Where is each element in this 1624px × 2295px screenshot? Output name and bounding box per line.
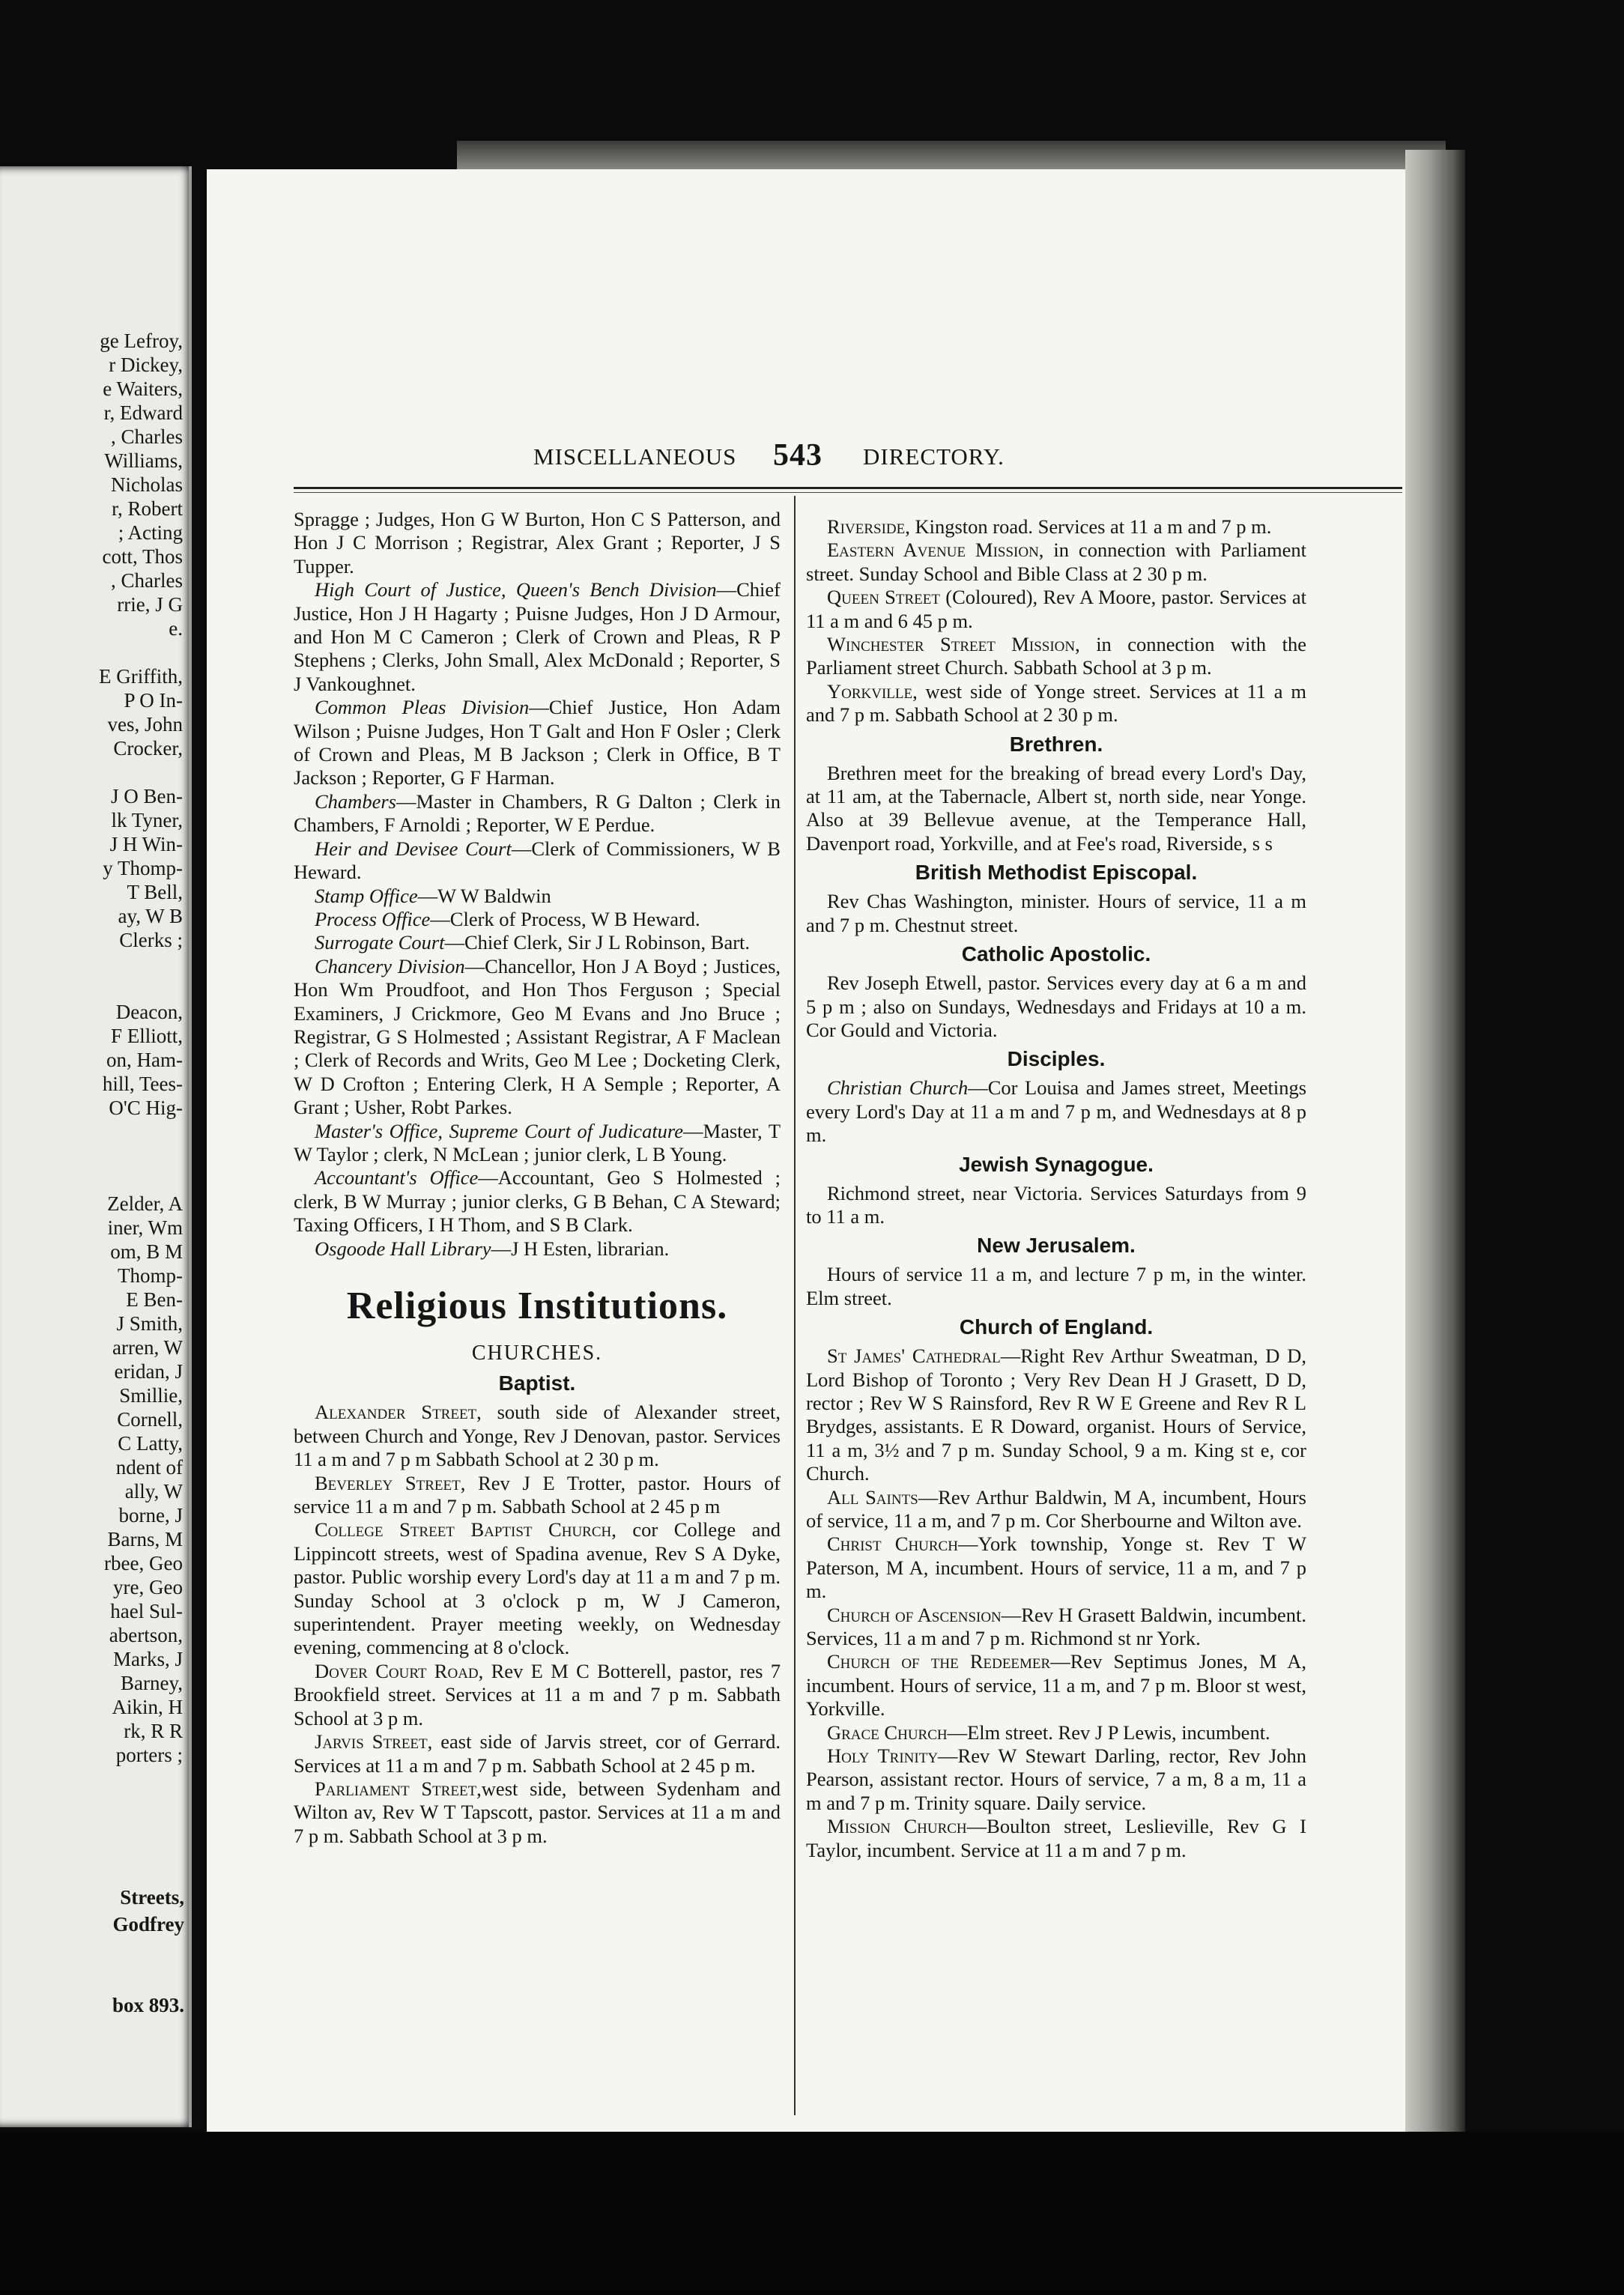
court-details: —Chief Clerk, Sir J L Robinson, Bart. <box>444 931 751 954</box>
church-entry <box>806 539 1306 586</box>
court-name: Process Office <box>315 907 431 930</box>
church-entry <box>806 1182 1306 1229</box>
church-details: —Right Rev Arthur Sweatman, D D, Lord Bishop of Toronto ; Very Rev Dean H J Grasett, D D, rector ; Rev W S Rainsford, Rev R W E Greene and Rev R L Brydges, assistants. E R Doward, organist. Hours of Service, 11 a m, 3½ and 7 p m. Sunday School, 9 a m. King st e, cor Church. <box>806 1344 1306 1485</box>
facing-page-line: r, Edward <box>103 401 183 424</box>
facing-page-line: e. <box>169 617 183 640</box>
court-details: —Accountant, Geo S Holmested ; clerk, B W Murray ; junior clerks, G B Behan, C A Steward; Taxing Officers, I H Thom, and S B Clark. <box>294 1166 781 1237</box>
header-left: MISCELLANEOUS <box>533 443 737 470</box>
facing-page-line: ndent of <box>115 1456 183 1479</box>
church-details: (Coloured), Rev A Moore, pastor. Services at 11 a m and 6 45 p m. <box>806 586 1306 632</box>
church-entry <box>806 1076 1306 1147</box>
church-details: east side of Jarvis street, cor of Gerrard. Services at 11 a m and 7 p m. Sabbath School at 2 45 p m. <box>294 1730 781 1777</box>
church-details: Kingston road. Services at 11 a m and 7 p m. <box>909 515 1272 538</box>
section-title: Religious Institutions. <box>346 1285 728 1327</box>
facing-page-line: J Smith, <box>116 1312 183 1335</box>
facing-page-line: eridan, J <box>114 1360 183 1383</box>
facing-page-line: iner, Wm <box>107 1216 183 1239</box>
header-rule <box>294 487 1402 489</box>
facing-page-line: P O In- <box>124 689 183 712</box>
church-entry <box>294 1777 781 1848</box>
church-name: Jarvis Street, <box>315 1730 433 1753</box>
church-entry <box>806 1486 1306 1533</box>
court-entry <box>294 885 781 908</box>
church-entry <box>294 1518 781 1659</box>
facing-page-line: cott, Thos <box>102 545 183 568</box>
church-details: —Rev H Grasett Baldwin, incumbent. Services, 11 a m and 7 p m. Richmond st nr York. <box>806 1603 1306 1650</box>
church-entry <box>294 1472 781 1519</box>
church-name: Dover Court Road, <box>315 1659 484 1682</box>
court-entry <box>294 508 781 578</box>
facing-page-line: yre, Geo <box>113 1576 183 1598</box>
facing-page-line: om, B M <box>110 1240 183 1263</box>
denomination-heading: Church of England. <box>959 1315 1154 1339</box>
church-details: —Rev Septimus Jones, M A, incumbent. Hours of service, 11 a m, and 7 p m. Bloor st west, Yorkville. <box>806 1650 1306 1721</box>
church-details: —Rev W Stewart Darling, rector, Rev John Pearson, assistant rector. Hours of service, 7 a m, 8 a m, 11 a m and 7 p m. Trinity square. Daily service. <box>806 1744 1306 1814</box>
church-entry <box>806 1532 1306 1603</box>
church-entry <box>806 586 1306 633</box>
court-details: —W W Baldwin <box>417 884 551 907</box>
church-details: cor College and Lippincott streets, west of Spadina avenue, Rev S A Dyke, pastor. Public worship every Lord's day at 11 a m and 7 p m. Sunday School at 3 o'clock p m, W J Cameron, superintendent. Prayer meeting weekly, on Wednesday evening, commencing at 8 o'clock. <box>294 1518 781 1659</box>
facing-page-line: J H Win- <box>109 833 183 855</box>
facing-page-line: e Waiters, <box>103 378 183 400</box>
church-entry <box>806 1744 1306 1815</box>
church-name: Eastern Avenue Mission, <box>827 539 1044 562</box>
facing-page-tail-line: box 893. <box>112 1994 184 2016</box>
church-details: —Elm street. Rev J P Lewis, incumbent. <box>947 1721 1270 1744</box>
facing-page-line: J O Ben- <box>111 785 183 807</box>
facing-page-tail-line: Godfrey <box>112 1913 184 1935</box>
facing-page-line: Nicholas <box>111 473 183 496</box>
denomination-heading: Brethren. <box>1009 732 1103 756</box>
facing-page-line: rbee, Geo <box>104 1552 183 1574</box>
denomination-heading: Catholic Apostolic. <box>961 942 1151 966</box>
facing-page-line: r Dickey, <box>109 354 183 376</box>
church-details: —Cor Louisa and James street, Meetings every Lord's Day at 11 a m and 7 p m, and Wednesdays at 8 p m. <box>806 1076 1307 1147</box>
church-details: Richmond street, near Victoria. Services Saturdays from 9 to 11 a m. <box>806 1181 1306 1228</box>
court-name: Chancery Division <box>315 954 465 977</box>
facing-page-line: ; Acting <box>118 521 183 544</box>
church-name: St James' Cathedral <box>827 1344 1001 1368</box>
facing-page-line: Smillie, <box>119 1384 183 1407</box>
page-number: 543 <box>773 438 822 473</box>
facing-page-line: porters ; <box>115 1744 183 1766</box>
court-entry <box>294 1120 781 1167</box>
right-column <box>806 515 1306 1862</box>
church-entry <box>806 515 1306 539</box>
court-details: —J H Esten, librarian. <box>491 1237 670 1260</box>
facing-page-line: O'C Hig- <box>109 1097 183 1119</box>
facing-page-line: ally, W <box>124 1480 183 1503</box>
church-entry <box>806 1815 1306 1862</box>
court-entry <box>294 908 781 931</box>
court-entry <box>294 1237 781 1261</box>
facing-page-line: E Ben- <box>126 1288 183 1311</box>
church-name: Winchester Street Mission, <box>827 633 1080 656</box>
court-entry <box>294 696 781 790</box>
church-entry <box>806 1650 1306 1721</box>
court-details: —Master in Chambers, R G Dalton ; Clerk in Chambers, F Arnoldi ; Reporter, W E Perdue. <box>294 789 781 837</box>
column-divider <box>794 496 796 2115</box>
facing-page-line: Barns, M <box>107 1528 183 1550</box>
church-entry <box>806 633 1306 680</box>
facing-page-line: ves, John <box>107 713 183 736</box>
denomination-heading: Baptist. <box>498 1371 576 1395</box>
facing-page-line: ge Lefroy, <box>100 330 183 352</box>
facing-page-line: rk, R R <box>124 1720 183 1742</box>
facing-page-line: F Elliott, <box>110 1025 183 1047</box>
church-details: —York township, Yonge st. Rev T W Paterson, M A, incumbent. Hours of service, 11 a m, and 7 p m. <box>806 1532 1306 1603</box>
court-name: Common Pleas Division <box>315 696 530 719</box>
facing-page-line: Deacon, <box>115 1001 183 1023</box>
facing-page-line: Thomp- <box>118 1264 183 1287</box>
facing-page-line: Clerks ; <box>119 929 183 951</box>
facing-page-fragment <box>0 166 192 2127</box>
denomination-heading: British Methodist Episcopal. <box>915 861 1198 885</box>
facing-page-line: rrie, J G <box>117 593 183 616</box>
church-name: Church of the Redeemer <box>827 1650 1051 1673</box>
church-name: Beverley Street, <box>315 1471 466 1494</box>
facing-page-line: Aikin, H <box>112 1696 183 1718</box>
court-entry <box>294 790 781 837</box>
facing-page-line: Zelder, A <box>107 1192 183 1215</box>
court-name: Surrogate Court <box>315 931 445 954</box>
church-entry <box>806 890 1306 937</box>
church-details: Hours of service 11 a m, and lecture 7 p m, in the winter. Elm street. <box>806 1263 1306 1309</box>
facing-page-line: ay, W B <box>118 905 183 927</box>
church-name: Alexander Street, <box>315 1401 482 1424</box>
church-entry <box>294 1730 781 1777</box>
court-name: Master's Office, Supreme Court of Judicature <box>315 1119 684 1142</box>
court-details: Spragge ; Judges, Hon G W Burton, Hon C S Patterson, and Hon J C Morrison ; Registrar, Alex Grant ; Reporter, J S Tupper. <box>294 508 781 577</box>
church-entry <box>806 1263 1306 1310</box>
facing-page-line: Crocker, <box>113 737 183 760</box>
facing-page-line: hill, Tees- <box>102 1073 183 1095</box>
subsection-title: CHURCHES. <box>471 1341 603 1365</box>
left-column <box>294 508 781 1848</box>
church-name: Christ Church <box>827 1532 958 1556</box>
church-name: Mission Church <box>827 1815 967 1838</box>
facing-page-line: Barney, <box>121 1672 183 1694</box>
court-details: —Chief Justice, Hon Adam Wilson ; Puisne Judges, Hon T Galt and Hon F Osler ; Clerk of Crown and Pleas, M B Jackson ; Clerk in Office, B T Jackson ; Reporter, G F Harman. <box>294 696 781 789</box>
church-details: in connection with the Parliament street Church. Sabbath School at 3 p m. <box>806 633 1306 679</box>
book-top-edge <box>457 141 1446 171</box>
church-details: Rev J E Trotter, pastor. Hours of service 11 a m and 7 p m. Sabbath School at 2 45 p m <box>294 1471 781 1518</box>
church-details: —Rev Arthur Baldwin, M A, incumbent, Hours of service, 11 a m, and 7 p m. Cor Sherbourne and Wilton ave. <box>806 1485 1306 1532</box>
facing-page-line: , Charles <box>111 569 183 592</box>
denomination-heading: Jewish Synagogue. <box>959 1152 1154 1176</box>
church-name: Holy Trinity <box>827 1744 939 1768</box>
facing-page-line: Williams, <box>104 449 183 472</box>
facing-page-line: r, Robert <box>112 497 183 520</box>
scan-background <box>0 2132 1624 2295</box>
church-entry <box>806 971 1306 1042</box>
running-header <box>207 437 1405 475</box>
church-name: College Street Baptist Church, <box>315 1518 616 1541</box>
facing-page-line: lk Tyner, <box>111 809 183 831</box>
church-entry <box>806 1604 1306 1651</box>
court-name: Chambers <box>315 789 396 813</box>
church-name: Queen Street <box>827 586 940 609</box>
church-entry <box>806 762 1306 856</box>
church-name: Church of Ascension <box>827 1603 1002 1626</box>
church-details: Brethren meet for the breaking of bread every Lord's Day, at 11 am, at the Tabernacle, Albert st, north side, near Yonge. Also at 39 Bellevue avenue, at the Temperance Hall, Davenport road, Yorkville, and at Fee's road, Riverside, s s <box>806 761 1306 855</box>
court-name: Osgoode Hall Library <box>315 1237 491 1260</box>
court-entry <box>294 1166 781 1237</box>
court-details: —Chancellor, Hon J A Boyd ; Justices, Hon Wm Proudfoot, and Hon Thos Ferguson ; Special Examiners, J Crickmore, Geo M Evans and Jno Bruce ; Registrar, G S Holmested ; Assistant Registrar, A F Maclean ; Clerk of Records and Writs, Geo M Lee ; Docketing Clerk, W D Crofton ; Entering Clerk, H A Semple ; Reporter, A Grant ; Usher, Robt Parkes. <box>294 954 781 1119</box>
court-entry <box>294 578 781 696</box>
church-name: Riverside, <box>827 515 910 538</box>
church-name: Parliament Street, <box>315 1777 482 1800</box>
church-details: —Boulton street, Leslieville, Rev G I Taylor, incumbent. Service at 11 a m and 7 p m. <box>806 1815 1306 1861</box>
church-details: in connection with Parliament street. Sunday School and Bible Class at 2 30 p m. <box>806 539 1306 585</box>
facing-page-line: arren, W <box>112 1336 183 1359</box>
church-details: south side of Alexander street, between Church and Yonge, Rev J Denovan, pastor. Services 11 a m and 7 p m Sabbath School at 2 30 p m. <box>294 1401 781 1471</box>
facing-page-line: abertson, <box>109 1624 183 1646</box>
church-name: All Saints <box>827 1485 918 1509</box>
court-entry <box>294 931 781 954</box>
church-details: Rev Joseph Etwell, pastor. Services every day at 6 a m and 5 p m ; also on Sundays, Wednesdays and Fridays at 10 a m. Cor Gould and Victoria. <box>806 971 1306 1041</box>
church-details: Rev Chas Washington, minister. Hours of service, 11 a m and 7 p m. Chestnut street. <box>806 890 1306 936</box>
denomination-heading: New Jerusalem. <box>977 1234 1136 1258</box>
church-name: Christian Church <box>827 1076 969 1100</box>
facing-page-line: borne, J <box>118 1504 183 1527</box>
denomination-heading: Disciples. <box>1007 1047 1106 1071</box>
facing-page-tail-line: Streets, <box>120 1886 184 1909</box>
court-details: —Master, T W Taylor ; clerk, N McLean ; junior clerk, L B Young. <box>294 1119 781 1165</box>
court-details: —Clerk of Process, W B Heward. <box>430 907 700 930</box>
church-details: west side, between Sydenham and Wilton av, Rev W T Tapscott, pastor. Services at 11 a m and 7 p m. Sabbath School at 3 p m. <box>294 1777 781 1847</box>
court-details: —Chief Justice, Hon J H Hagarty ; Puisne Judges, Hon J D Armour, and Hon M C Cameron ; Clerk of Crown and Pleas, R P Stephens ; Clerks, John Small, Alex McDonald ; Reporter, S J Vankoughnet. <box>294 578 781 695</box>
facing-page-line: y Thomp- <box>103 857 183 879</box>
facing-page-line: C Latty, <box>118 1432 183 1455</box>
directory-page <box>207 169 1405 2132</box>
church-details: west side of Yonge street. Services at 11 a m and 7 p m. Sabbath School at 2 30 p m. <box>806 679 1306 727</box>
facing-page-line: Marks, J <box>113 1648 183 1670</box>
church-entry <box>294 1660 781 1730</box>
church-entry <box>294 1401 781 1471</box>
facing-page-line: E Griffith, <box>99 665 183 688</box>
church-details: Rev E M C Botterell, pastor, res 7 Brookfield street. Services at 11 a m and 7 p m. Sabbath School at 3 p m. <box>294 1659 781 1729</box>
book-page-edges <box>1405 150 1465 2142</box>
facing-page-line: T Bell, <box>127 881 183 903</box>
church-entry <box>806 1344 1306 1485</box>
church-name: Grace Church <box>827 1721 948 1744</box>
court-entry <box>294 955 781 1120</box>
court-name: Accountant's Office <box>315 1166 479 1189</box>
court-entry <box>294 837 781 885</box>
facing-page-line: on, Ham- <box>106 1049 183 1071</box>
court-name: Heir and Devisee Court <box>315 837 512 860</box>
church-name: Yorkville, <box>827 679 918 703</box>
header-right: DIRECTORY. <box>863 443 1005 470</box>
church-entry <box>806 680 1306 727</box>
header-rule-thin <box>294 492 1402 493</box>
facing-page-line: , Charles <box>111 425 183 448</box>
facing-page-line: Cornell, <box>117 1408 183 1431</box>
court-details: —Clerk of Commissioners, W B Heward. <box>294 837 781 884</box>
facing-page-line: hael Sul- <box>110 1600 183 1622</box>
court-name: Stamp Office <box>315 884 418 907</box>
church-entry <box>806 1721 1306 1744</box>
court-name: High Court of Justice, Queen's Bench Division <box>315 578 717 601</box>
